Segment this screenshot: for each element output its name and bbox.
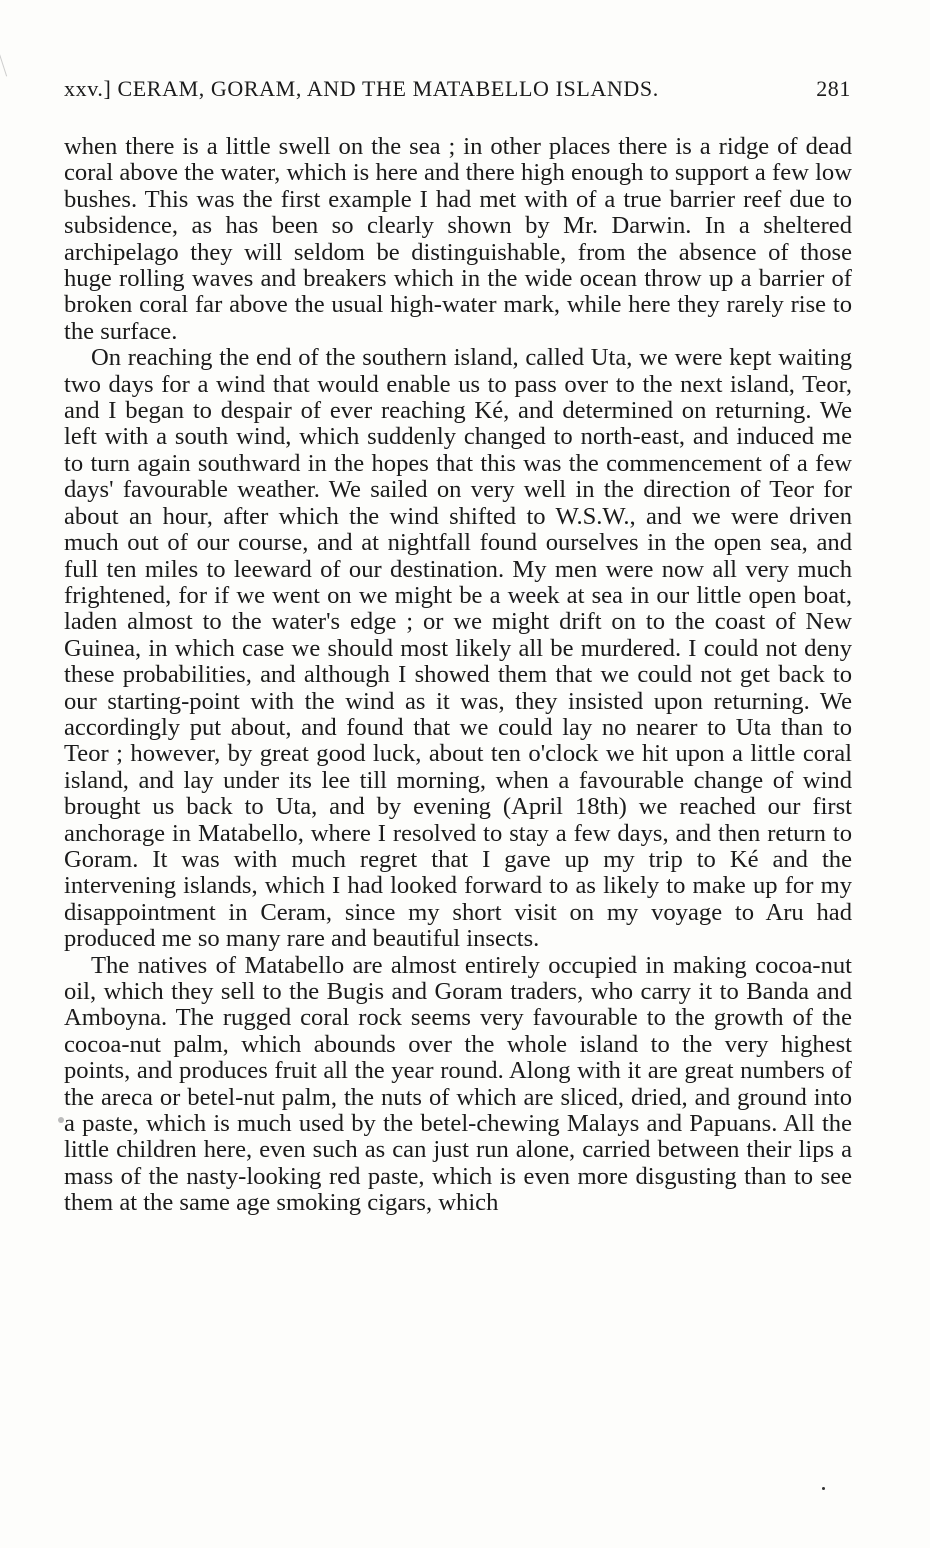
ink-speck: [58, 1117, 64, 1123]
paragraph-matabello-natives: The natives of Matabello are almost entirely occupied in making cocoa-nut oil, which they sell to the Bugis and Goram traders, who carry it to Banda and Amboyna. The rugged coral rock seems very favourable to the growth of the cocoa-nut palm, which abounds over the whole island to the very highest points, and produces fruit all the year round. Along with it are great numbers of the areca or betel-nut palm, the nuts of which are sliced, dried, and ground into a paste, which is much used by the betel-chewing Malays and Papuans. All the little children here, even such as can just run alone, carried between their lips a mass of the nasty-looking red paste, which is even more disgusting than to see them at the same age smoking cigars, which: [64, 951, 852, 1217]
running-head: [64, 76, 851, 110]
margin-mark: [0, 50, 13, 77]
body-text: [64, 134, 852, 1217]
paragraph-uta-voyage: On reaching the end of the southern island, called Uta, we were kept waiting two days for a wind that would enable us to pass over to the next island, Teor, and I began to despair of ever reaching Ké, and determined on returning. We left with a south wind, which suddenly changed to north-east, and induced me to turn again southward in the hopes that this was the commencement of a few days' favourable weather. We sailed on very well in the direction of Teor for about an hour, after which the wind shifted to W.S.W., and we were driven much out of our course, and at nightfall found ourselves in the open sea, and full ten miles to leeward of our destination. My men were now all very much frightened, for if we went on we might be a week at sea in our little open boat, laden almost to the water's edge ; or we might drift on to the coast of New Guinea, in which case we should most likely all be murdered. I could not deny these probabilities, and although I showed them that we could not get back to our starting-point with the wind as it was, they insisted upon returning. We accordingly put about, and found that we could lay no nearer to Uta than to Teor ; however, by great good luck, about ten o'clock we hit upon a little coral island, and lay under its lee till morning, when a favourable change of wind brought us back to Uta, and by evening (April 18th) we reached our first anchorage in Matabello, where I resolved to stay a few days, and then return to Goram. It was with much regret that I gave up my trip to Ké and the intervening islands, which I had looked forward to as likely to make up for my disappointment in Ceram, since my short visit on my voyage to Aru had produced me so many rare and beautiful insects.: [64, 344, 852, 953]
ink-speck: [822, 1487, 825, 1490]
running-head-title: xxv.] CERAM, GORAM, AND THE MATABELLO ISLANDS.: [64, 76, 659, 101]
paragraph-continued: when there is a little swell on the sea ; in other places there is a ridge of dead coral above the water, which is here and there high enough to support a few low bushes. This was the first example I had met with of a true barrier reef due to subsidence, as has been so clearly shown by Mr. Darwin. In a sheltered archipelago they will seldom be distinguishable, from the absence of those huge rolling waves and breakers which in the wide ocean throw up a barrier of broken coral far above the usual high-water mark, while here they rarely rise to the surface.: [64, 133, 852, 345]
page-number: 281: [816, 76, 851, 101]
